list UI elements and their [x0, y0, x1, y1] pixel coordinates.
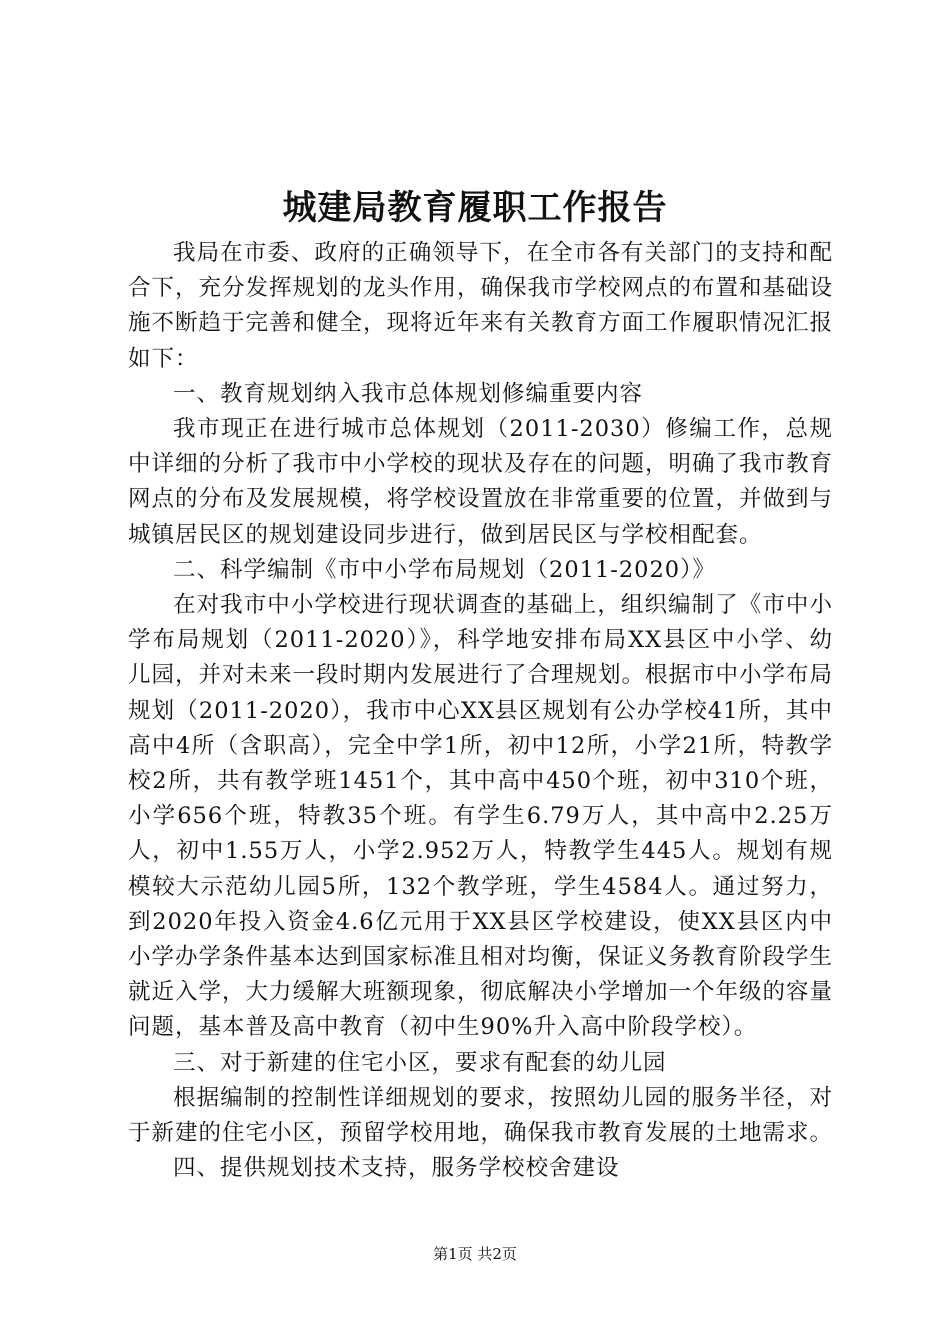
section-heading-3: 三、对于新建的住宅小区，要求有配套的幼儿园 — [173, 1049, 667, 1076]
section-1-paragraph: 我市现正在进行城市总体规划（2011-2030）修编工作，总规中详细的分析了我市中小学校的现状及存在的问题，明确了我市教育网点的分布及发展规模，将学校设置放在非常重要的位置，并做到与城镇居民区的规划建设同步进行，做到居民区与学校相配套。 — [128, 416, 834, 548]
section-3-paragraph: 根据编制的控制性详细规划的要求，按照幼儿园的服务半径，对于新建的住宅小区，预留学校用地，确保我市教育发展的土地需求。 — [128, 1084, 834, 1147]
section-2-paragraph: 在对我市中小学校进行现状调查的基础上，组织编制了《市中小学布局规划（2011-2020）》，科学地安排布局XX县区中小学、幼儿园，并对未来一段时期内发展进行了合理规划。根据市中小学布局规划（2011-2020），我市中心XX县区规划有公办学校41所，其中高中4所（含职高），完全中学1所，初中12所，小学21所，特教学校2所，共有教学班1451个，其中高中450个班，初中310个班，小学656个班，特教35个班。有学生6.79万人，其中高中2.25万人，初中1.55万人，小学2.952万人，特教学生445人。规划有规模较大示范幼儿园5所，132个教学班，学生4584人。通过努力，到2020年投入资金4.6亿元用于XX县区学校建设，使XX县区内中小学办学条件基本达到国家标准且相对均衡，保证义务教育阶段学生就近入学，大力缓解大班额现象，彻底解决小学增加一个年级的容量问题，基本普及高中教育（初中生90%升入高中阶段学校）。 — [128, 592, 834, 1041]
document-title: 城建局教育履职工作报告 — [282, 188, 668, 228]
section-heading-2: 二、科学编制《市中小学布局规划（2011-2020）》 — [173, 556, 716, 583]
section-heading-1: 一、教育规划纳入我市总体规划修编重要内容 — [173, 380, 644, 407]
section-heading-4: 四、提供规划技术支持，服务学校校舍建设 — [173, 1155, 620, 1182]
intro-paragraph: 我局在市委、政府的正确领导下，在全市各有关部门的支持和配合下，充分发挥规划的龙头作用，确保我市学校网点的布置和基础设施不断趋于完善和健全，现将近年来有关教育方面工作履职情况汇报如下： — [128, 240, 834, 372]
page-number-footer: 第1页 共2页 — [433, 1245, 517, 1263]
document-body — [128, 236, 833, 1186]
